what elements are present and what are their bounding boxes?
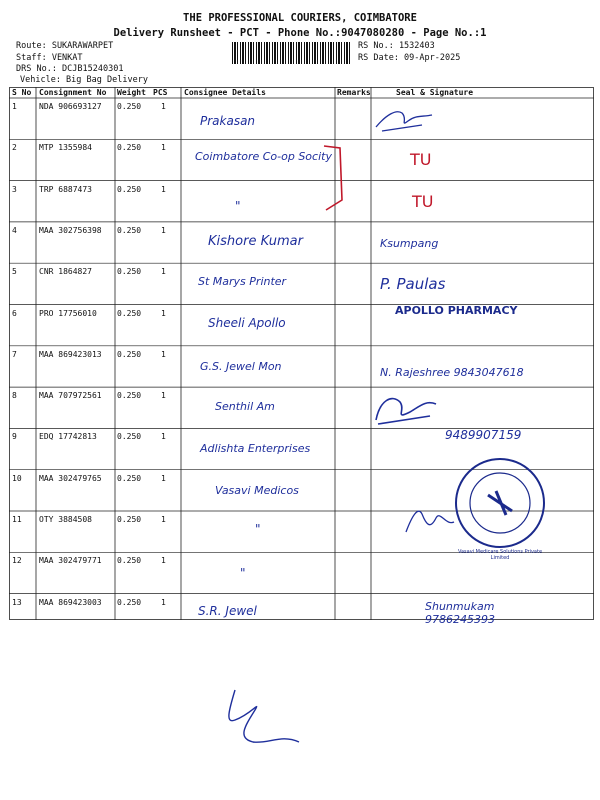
row-consignment-no: NDA 906693127 — [39, 102, 102, 111]
row-sno: 7 — [12, 349, 17, 359]
row-sno: 13 — [12, 597, 22, 607]
row-consignment-no: TRP 6887473 — [39, 184, 92, 194]
handwritten-consignee-10: Vasavi Medicos — [215, 484, 299, 497]
row-sno: 1 — [12, 102, 17, 111]
row-sno: 11 — [12, 515, 22, 524]
row-weight: 0.250 — [117, 184, 142, 194]
company-seal-text: Vasavi Medicare Solutions Private Limited — [457, 549, 543, 561]
row-consignment-no: OTY 3884508 — [39, 515, 92, 524]
rs-date: RS Date: 09-Apr-2025 — [358, 53, 461, 63]
company-title: THE PROFESSIONAL COURIERS, COIMBATORE — [183, 12, 417, 24]
col-header-sno: S No — [12, 88, 32, 97]
handwritten-consignee-5: St Marys Printer — [198, 275, 287, 288]
signature-8-phone: 9489907159 — [445, 428, 522, 442]
handwritten-consignee-7: G.S. Jewel Mon — [200, 360, 282, 373]
row-consignment-no: MAA 869423013 — [39, 349, 102, 359]
col-header-signature: Seal & Signature — [396, 88, 474, 97]
row-consignment-no: MAA 707972561 — [39, 391, 102, 401]
row-pcs: 1 — [161, 597, 166, 607]
signature-4: Ksumpang — [380, 237, 439, 250]
row-weight: 0.250 — [117, 225, 142, 235]
signature-13: Shunmukam 9786245393 — [425, 600, 495, 626]
drs-label: DRS No.: DCJB15240301 — [16, 64, 124, 74]
vehicle-label: Vehicle: Big Bag Delivery — [20, 75, 148, 85]
col-header-remarks: Remarks — [337, 88, 371, 97]
handwritten-consignee-9: Adlishta Enterprises — [200, 442, 311, 455]
row-weight: 0.250 — [117, 349, 142, 359]
col-header-pcs: PCS — [153, 88, 168, 97]
row-sno: 9 — [12, 432, 17, 442]
row-pcs: 1 — [161, 225, 166, 235]
row-consignment-no: CNR 1864827 — [39, 267, 92, 277]
row-sno: 2 — [12, 143, 17, 153]
remark-tu-3: TU — [412, 192, 434, 211]
row-sno: 3 — [12, 184, 17, 194]
row-pcs: 1 — [161, 143, 166, 153]
row-pcs: 1 — [161, 556, 166, 566]
row-weight: 0.250 — [117, 556, 142, 566]
row-pcs: 1 — [161, 102, 166, 111]
row-weight: 0.250 — [117, 143, 142, 153]
row-sno: 10 — [12, 473, 22, 483]
row-sno: 5 — [12, 267, 17, 277]
runsheet-subtitle: Delivery Runsheet - PCT - Phone No.:9047080280 - Page No.:1 — [113, 27, 487, 39]
row-weight: 0.250 — [117, 267, 142, 277]
row-weight: 0.250 — [117, 102, 142, 111]
handwritten-consignee-12: " — [240, 566, 246, 580]
row-pcs: 1 — [161, 308, 166, 318]
handwritten-consignee-3: " — [235, 199, 241, 213]
row-weight: 0.250 — [117, 515, 142, 524]
handwritten-consignee-13: S.R. Jewel — [198, 604, 257, 618]
row-consignment-no: MAA 302479765 — [39, 473, 102, 483]
col-header-consignment: Consignment No — [39, 88, 107, 97]
row-pcs: 1 — [161, 473, 166, 483]
row-consignment-no: MTP 1355984 — [39, 143, 92, 153]
route-label: Route: SUKARAWARPET — [16, 41, 114, 51]
handwritten-consignee-11: " — [255, 522, 261, 536]
row-sno: 8 — [12, 391, 17, 401]
handwritten-consignee-6: Sheeli Apollo — [208, 316, 286, 330]
remark-tu-2: TU — [410, 150, 432, 169]
handwritten-consignee-2: Coimbatore Co-op Socity — [195, 150, 332, 163]
row-weight: 0.250 — [117, 391, 142, 401]
row-consignment-no: PRO 17756010 — [39, 308, 97, 318]
row-pcs: 1 — [161, 515, 166, 524]
row-weight: 0.250 — [117, 473, 142, 483]
signature-5: P. Paulas — [380, 275, 446, 293]
row-pcs: 1 — [161, 267, 166, 277]
handwritten-consignee-1: Prakasan — [200, 114, 256, 128]
apollo-stamp: APOLLO PHARMACY — [395, 304, 518, 317]
row-sno: 12 — [12, 556, 22, 566]
row-weight: 0.250 — [117, 597, 142, 607]
row-pcs: 1 — [161, 184, 166, 194]
col-header-consignee: Consignee Details — [184, 88, 266, 97]
row-pcs: 1 — [161, 432, 166, 442]
row-pcs: 1 — [161, 349, 166, 359]
row-consignment-no: MAA 302756398 — [39, 225, 102, 235]
col-header-weight: Weight — [117, 88, 146, 97]
row-sno: 6 — [12, 308, 17, 318]
row-consignment-no: EDQ 17742813 — [39, 432, 97, 442]
handwritten-consignee-4: Kishore Kumar — [208, 234, 303, 249]
barcode — [232, 42, 350, 64]
rs-number: RS No.: 1532403 — [358, 41, 435, 51]
row-pcs: 1 — [161, 391, 166, 401]
bottom-signature-scribble — [215, 680, 305, 750]
row-weight: 0.250 — [117, 308, 142, 318]
row-consignment-no: MAA 302479771 — [39, 556, 102, 566]
signature-7: N. Rajeshree 9843047618 — [380, 366, 524, 379]
handwritten-consignee-8: Senthil Am — [215, 400, 275, 413]
row-consignment-no: MAA 869423003 — [39, 597, 102, 607]
staff-label: Staff: VENKAT — [16, 53, 83, 63]
row-sno: 4 — [12, 225, 17, 235]
row-weight: 0.250 — [117, 432, 142, 442]
